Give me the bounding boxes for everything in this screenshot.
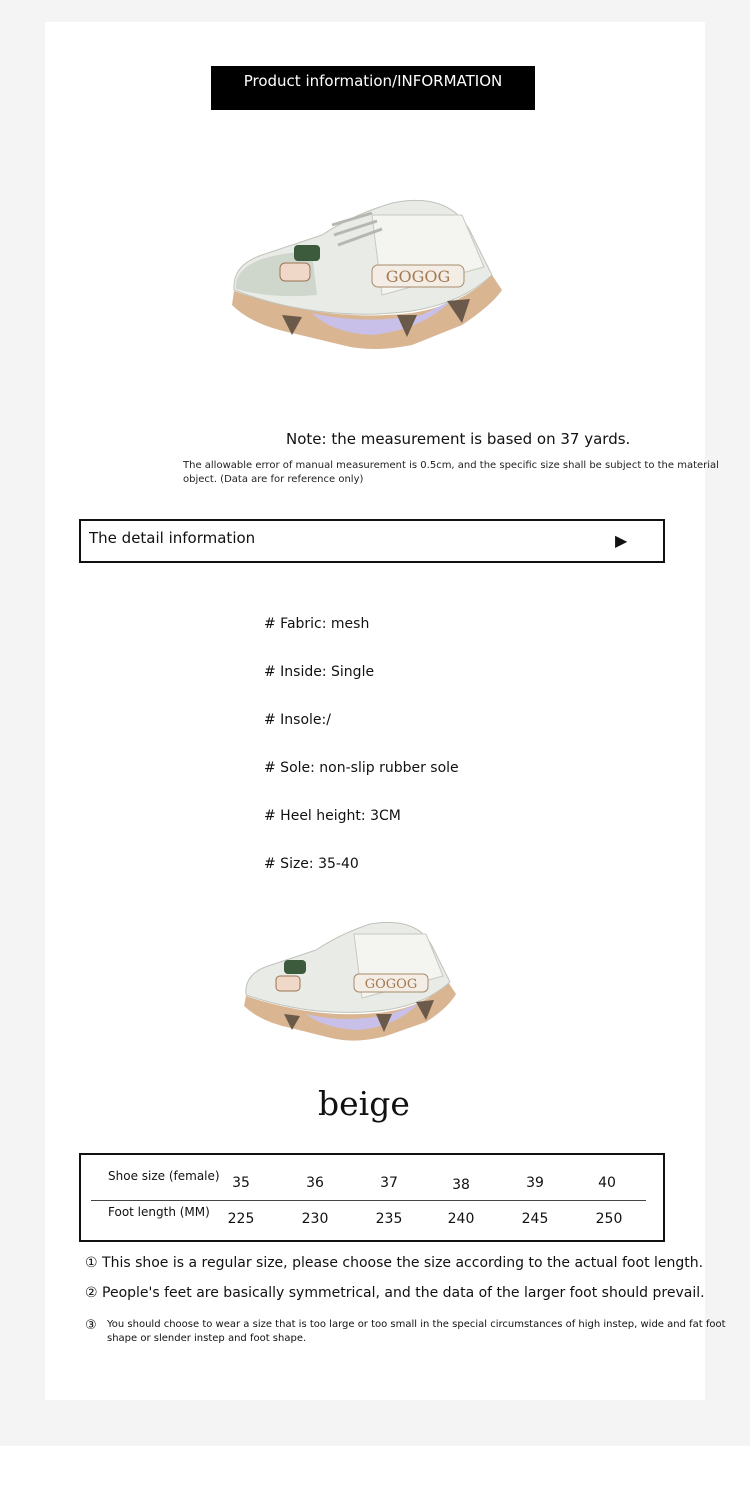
tip-number: ① [85, 1255, 98, 1271]
spec-fabric: # Fabric: mesh [264, 616, 370, 632]
size-cell: 35 [232, 1175, 250, 1191]
foot-length-label: Foot length (MM) [108, 1205, 210, 1219]
shoe-size-label: Shoe size (female) [108, 1169, 220, 1183]
length-cell: 235 [375, 1211, 403, 1227]
detail-information-box [79, 519, 665, 563]
section-header: Product information/INFORMATION [211, 66, 535, 110]
tip-text: People's feet are basically symmetrical, and the data of the larger foot should prevail. [102, 1285, 705, 1301]
size-cell: 36 [306, 1175, 324, 1191]
length-cell: 245 [521, 1211, 549, 1227]
table-divider [91, 1200, 646, 1201]
spec-inside: # Inside: Single [264, 664, 375, 680]
shoe-image-2 [236, 918, 461, 1048]
size-cell: 40 [598, 1175, 616, 1191]
play-arrow-icon: ▶ [615, 531, 628, 550]
spec-size: # Size: 35-40 [264, 856, 359, 872]
size-table [79, 1153, 665, 1242]
length-cell: 240 [447, 1211, 475, 1227]
size-cell: 39 [526, 1175, 544, 1191]
shoe-logo: GOGOG [364, 977, 418, 992]
measurement-disclaimer: The allowable error of manual measurement is 0.5cm, and the specific size shall be subject to the material object. (Data are for reference only) [183, 460, 719, 485]
spec-insole: # Insole:/ [264, 712, 331, 728]
size-cell: 37 [380, 1175, 398, 1191]
length-cell: 250 [595, 1211, 623, 1227]
spec-heel-height: # Heel height: 3CM [264, 808, 401, 824]
tip-2 [85, 1285, 705, 1301]
tip-text: You should choose to wear a size that is too large or too small in the special circumstances of high instep, wide and fat foot shape or slender instep and foot shape. [107, 1319, 726, 1344]
tip-text: This shoe is a regular size, please choose the size according to the actual foot length. [102, 1255, 704, 1271]
tip-number: ③ [85, 1318, 97, 1333]
tip-number: ② [85, 1285, 98, 1301]
size-cell: 38 [452, 1177, 470, 1193]
detail-information-label: The detail information [89, 529, 256, 547]
spec-sole: # Sole: non-slip rubber sole [264, 760, 459, 776]
shoe-logo: GOGOG [385, 267, 451, 286]
bottom-band [0, 1446, 750, 1498]
shoe-image-1 [222, 195, 512, 360]
length-cell: 230 [301, 1211, 329, 1227]
color-name: beige [318, 1084, 410, 1123]
measurement-note: Note: the measurement is based on 37 yards. [286, 430, 631, 448]
length-cell: 225 [227, 1211, 255, 1227]
tip-1 [85, 1255, 703, 1271]
